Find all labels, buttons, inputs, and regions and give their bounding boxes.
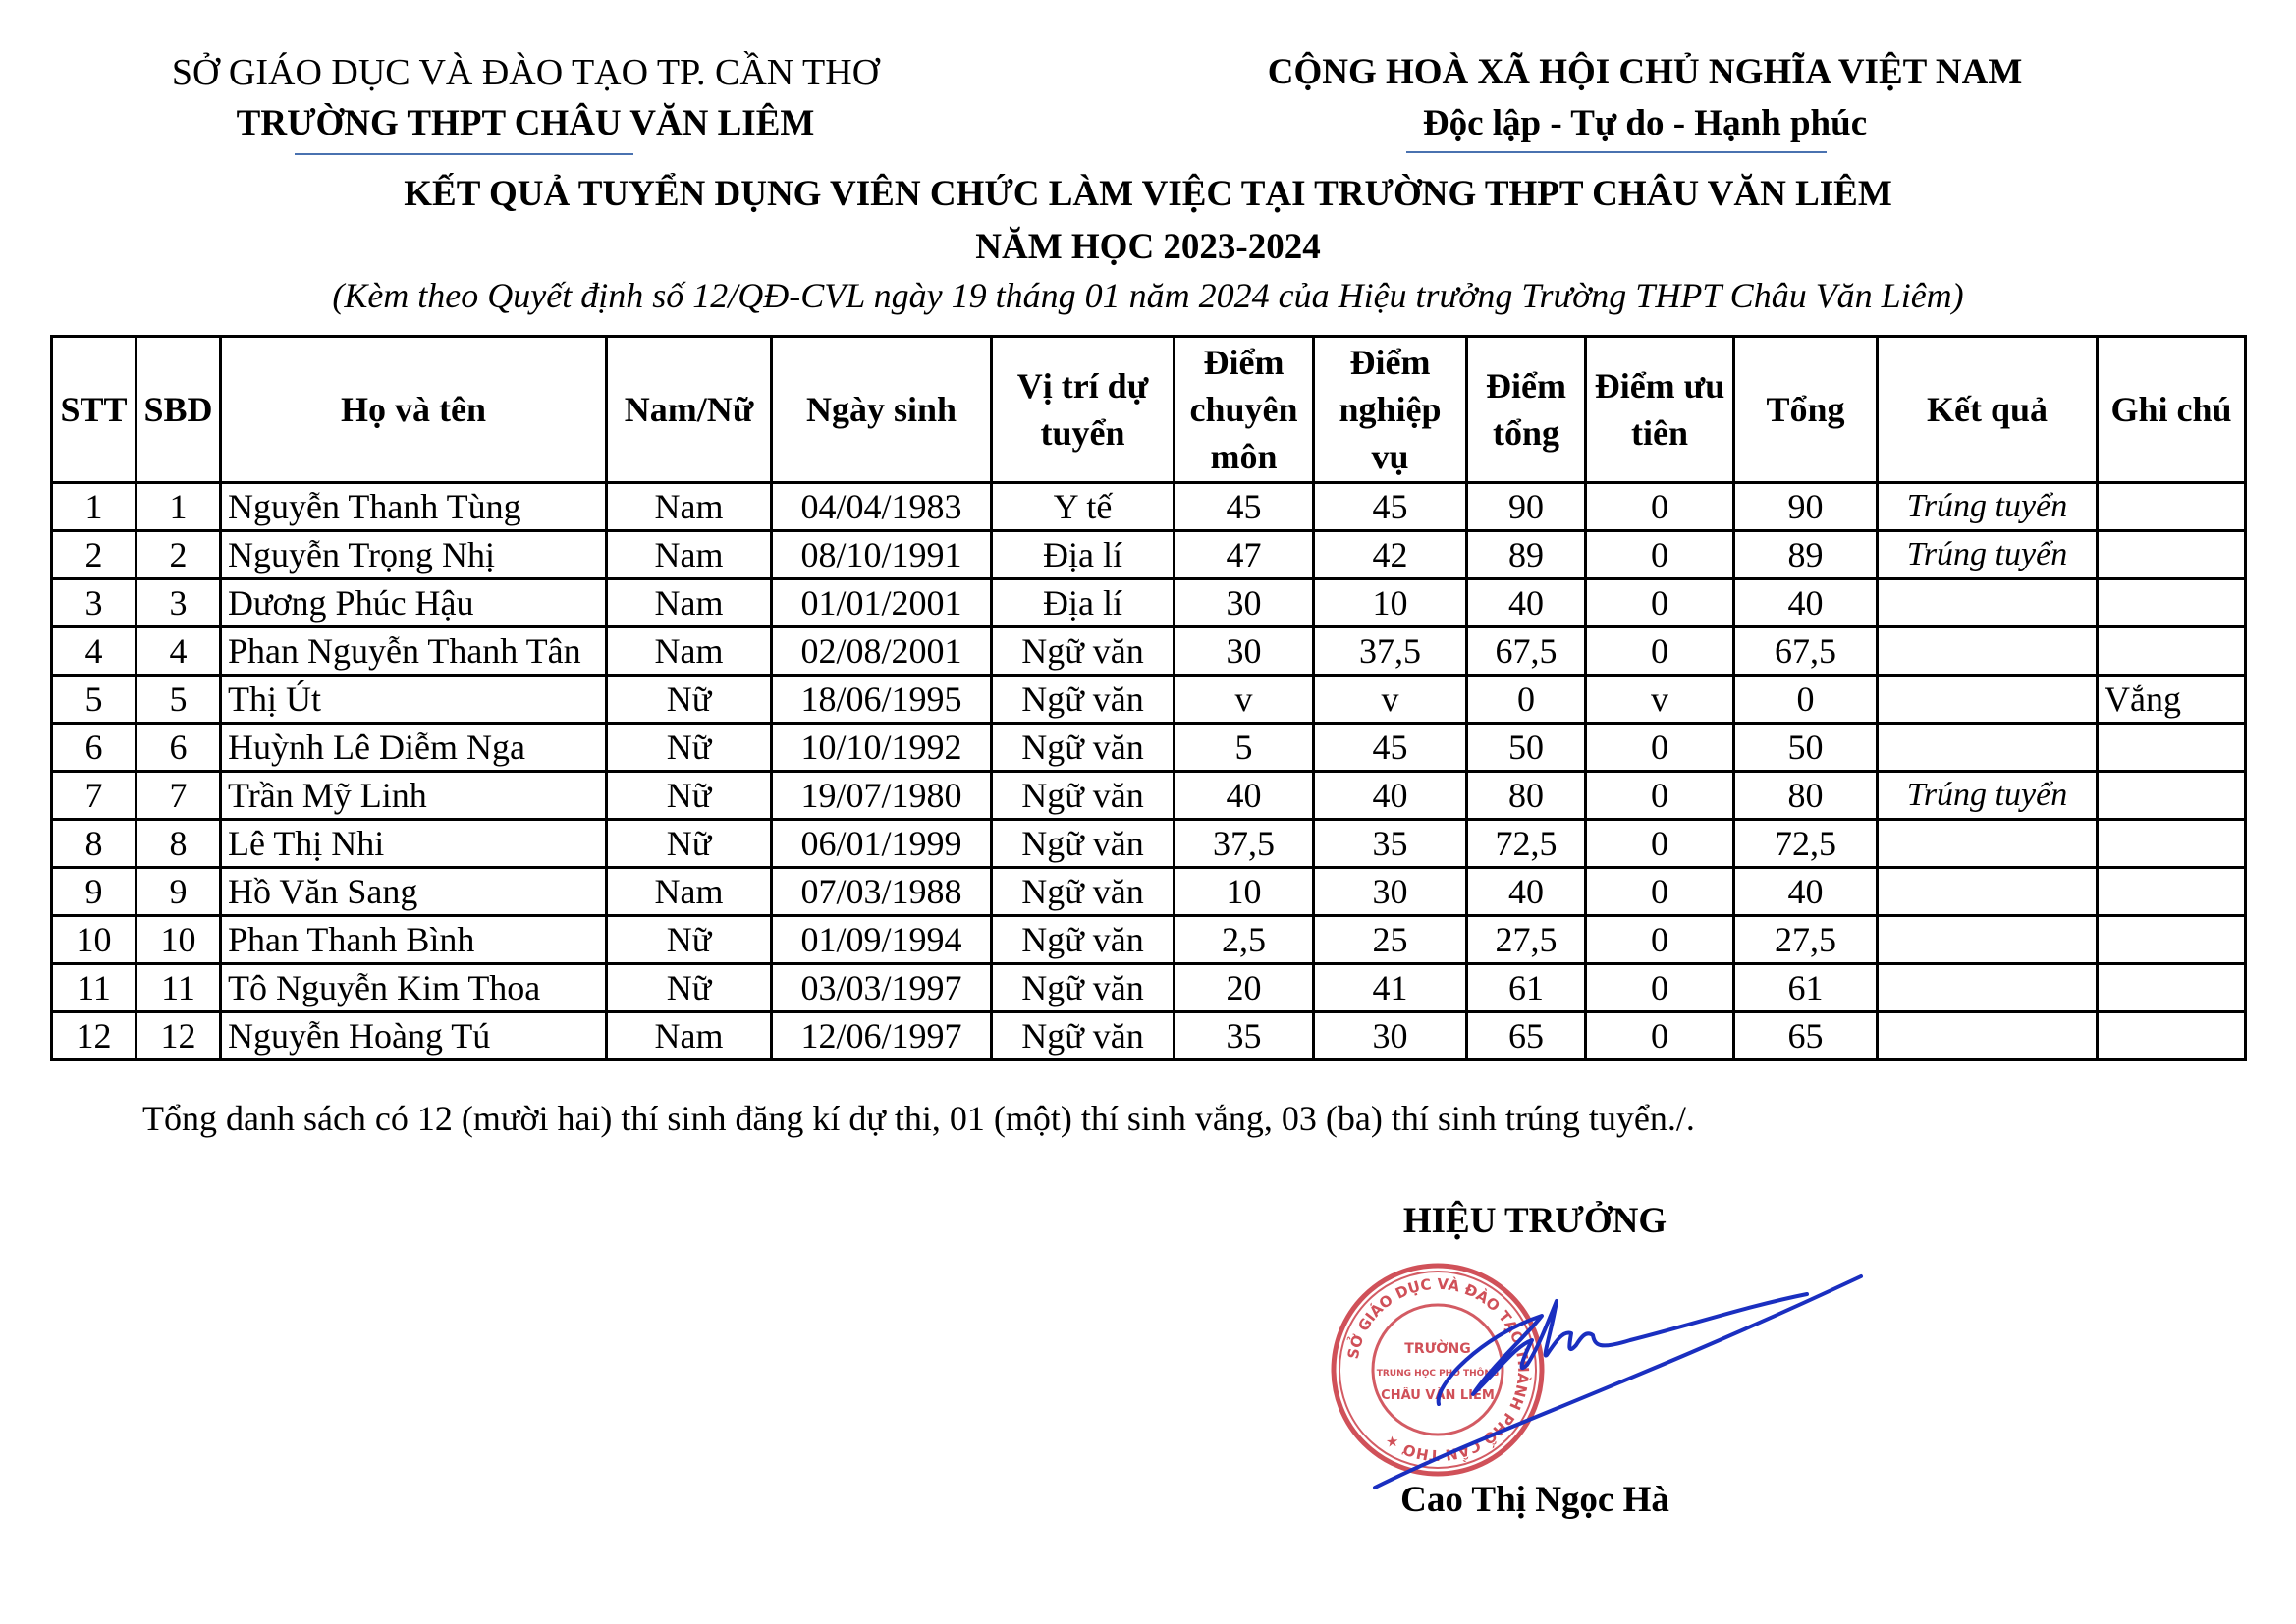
column-header: SBD bbox=[137, 337, 221, 483]
cell-priority-score: 0 bbox=[1586, 724, 1734, 772]
cell-subtotal: 72,5 bbox=[1467, 820, 1586, 868]
cell-name: Tô Nguyễn Kim Thoa bbox=[221, 964, 607, 1012]
cell-subtotal: 80 bbox=[1467, 772, 1586, 820]
column-header: Điểm chuyên môn bbox=[1175, 337, 1314, 483]
cell-result: Trúng tuyển bbox=[1878, 772, 2098, 820]
cell-total: 27,5 bbox=[1734, 916, 1878, 964]
cell-stt: 1 bbox=[52, 483, 137, 531]
cell-skill-score: 45 bbox=[1314, 483, 1467, 531]
column-header: Điểm nghiệp vụ bbox=[1314, 337, 1467, 483]
table-row bbox=[52, 483, 2246, 531]
decision-reference: (Kèm theo Quyết định số 12/QĐ-CVL ngày 19 tháng 01 năm 2024 của Hiệu trưởng Trường THPT Châu Văn Liêm) bbox=[332, 276, 1964, 315]
cell-sbd: 4 bbox=[137, 627, 221, 676]
cell-note bbox=[2098, 1012, 2246, 1060]
cell-position: Y tế bbox=[992, 483, 1175, 531]
cell-subtotal: 50 bbox=[1467, 724, 1586, 772]
document-title: KẾT QUẢ TUYỂN DỤNG VIÊN CHỨC LÀM VIỆC TẠI TRƯỜNG THPT CHÂU VĂN LIÊM bbox=[404, 174, 1892, 214]
cell-sbd: 7 bbox=[137, 772, 221, 820]
cell-name: Dương Phúc Hậu bbox=[221, 579, 607, 627]
cell-professional-score: 30 bbox=[1175, 579, 1314, 627]
school-name: TRƯỜNG THPT CHÂU VĂN LIÊM bbox=[236, 103, 815, 143]
cell-sbd: 2 bbox=[137, 531, 221, 579]
cell-priority-score: 0 bbox=[1586, 579, 1734, 627]
column-header: Vị trí dự tuyển bbox=[992, 337, 1175, 483]
cell-dob: 01/09/1994 bbox=[772, 916, 992, 964]
cell-total: 40 bbox=[1734, 579, 1878, 627]
cell-professional-score: v bbox=[1175, 676, 1314, 724]
motto-underline bbox=[1406, 151, 1827, 153]
cell-sbd: 8 bbox=[137, 820, 221, 868]
cell-position: Ngữ văn bbox=[992, 724, 1175, 772]
cell-professional-score: 47 bbox=[1175, 531, 1314, 579]
cell-result bbox=[1878, 1012, 2098, 1060]
cell-professional-score: 5 bbox=[1175, 724, 1314, 772]
cell-name: Phan Nguyễn Thanh Tân bbox=[221, 627, 607, 676]
cell-total: 65 bbox=[1734, 1012, 1878, 1060]
cell-position: Ngữ văn bbox=[992, 772, 1175, 820]
cell-name: Nguyễn Trọng Nhị bbox=[221, 531, 607, 579]
cell-result bbox=[1878, 916, 2098, 964]
cell-name: Nguyễn Thanh Tùng bbox=[221, 483, 607, 531]
cell-dob: 06/01/1999 bbox=[772, 820, 992, 868]
table-row bbox=[52, 724, 2246, 772]
cell-gender: Nữ bbox=[607, 964, 772, 1012]
cell-note bbox=[2098, 724, 2246, 772]
cell-priority-score: 0 bbox=[1586, 1012, 1734, 1060]
cell-note bbox=[2098, 916, 2246, 964]
table-row bbox=[52, 820, 2246, 868]
cell-stt: 3 bbox=[52, 579, 137, 627]
cell-stt: 7 bbox=[52, 772, 137, 820]
cell-dob: 04/04/1983 bbox=[772, 483, 992, 531]
column-header: Họ và tên bbox=[221, 337, 607, 483]
cell-dob: 07/03/1988 bbox=[772, 868, 992, 916]
cell-position: Ngữ văn bbox=[992, 627, 1175, 676]
cell-stt: 6 bbox=[52, 724, 137, 772]
cell-sbd: 9 bbox=[137, 868, 221, 916]
cell-stt: 2 bbox=[52, 531, 137, 579]
cell-stt: 4 bbox=[52, 627, 137, 676]
cell-total: 0 bbox=[1734, 676, 1878, 724]
cell-name: Thị Út bbox=[221, 676, 607, 724]
cell-position: Địa lí bbox=[992, 531, 1175, 579]
cell-gender: Nam bbox=[607, 531, 772, 579]
cell-gender: Nam bbox=[607, 868, 772, 916]
table-header-row bbox=[52, 337, 2246, 483]
table-row bbox=[52, 964, 2246, 1012]
seal-center-line: CHÂU VĂN LIÊM bbox=[1381, 1388, 1495, 1403]
cell-sbd: 11 bbox=[137, 964, 221, 1012]
cell-dob: 03/03/1997 bbox=[772, 964, 992, 1012]
seal-center-line: TRUNG HỌC PHỔ THÔNG bbox=[1376, 1369, 1500, 1379]
cell-sbd: 5 bbox=[137, 676, 221, 724]
table-row bbox=[52, 579, 2246, 627]
cell-result bbox=[1878, 627, 2098, 676]
cell-note bbox=[2098, 627, 2246, 676]
cell-note bbox=[2098, 820, 2246, 868]
cell-position: Địa lí bbox=[992, 579, 1175, 627]
cell-priority-score: 0 bbox=[1586, 964, 1734, 1012]
results-table bbox=[50, 335, 2247, 1061]
cell-gender: Nam bbox=[607, 579, 772, 627]
cell-total: 72,5 bbox=[1734, 820, 1878, 868]
table-body bbox=[52, 483, 2246, 1060]
column-header: Kết quả bbox=[1878, 337, 2098, 483]
cell-priority-score: v bbox=[1586, 676, 1734, 724]
column-header: Nam/Nữ bbox=[607, 337, 772, 483]
table-row bbox=[52, 1012, 2246, 1060]
cell-priority-score: 0 bbox=[1586, 868, 1734, 916]
cell-subtotal: 65 bbox=[1467, 1012, 1586, 1060]
cell-result bbox=[1878, 964, 2098, 1012]
cell-subtotal: 27,5 bbox=[1467, 916, 1586, 964]
column-header: Ngày sinh bbox=[772, 337, 992, 483]
cell-skill-score: 41 bbox=[1314, 964, 1467, 1012]
cell-professional-score: 20 bbox=[1175, 964, 1314, 1012]
cell-sbd: 3 bbox=[137, 579, 221, 627]
cell-skill-score: 42 bbox=[1314, 531, 1467, 579]
cell-stt: 11 bbox=[52, 964, 137, 1012]
cell-position: Ngữ văn bbox=[992, 868, 1175, 916]
school-year: NĂM HỌC 2023-2024 bbox=[975, 227, 1321, 267]
cell-result: Trúng tuyển bbox=[1878, 483, 2098, 531]
cell-note bbox=[2098, 531, 2246, 579]
cell-gender: Nam bbox=[607, 483, 772, 531]
cell-total: 61 bbox=[1734, 964, 1878, 1012]
cell-subtotal: 40 bbox=[1467, 579, 1586, 627]
table-row bbox=[52, 868, 2246, 916]
cell-result bbox=[1878, 579, 2098, 627]
cell-professional-score: 2,5 bbox=[1175, 916, 1314, 964]
cell-stt: 5 bbox=[52, 676, 137, 724]
cell-dob: 08/10/1991 bbox=[772, 531, 992, 579]
table-row bbox=[52, 916, 2246, 964]
cell-priority-score: 0 bbox=[1586, 820, 1734, 868]
cell-position: Ngữ văn bbox=[992, 916, 1175, 964]
cell-total: 50 bbox=[1734, 724, 1878, 772]
cell-subtotal: 0 bbox=[1467, 676, 1586, 724]
cell-skill-score: 35 bbox=[1314, 820, 1467, 868]
column-header: Điểm ưu tiên bbox=[1586, 337, 1734, 483]
cell-name: Hồ Văn Sang bbox=[221, 868, 607, 916]
cell-total: 80 bbox=[1734, 772, 1878, 820]
cell-subtotal: 67,5 bbox=[1467, 627, 1586, 676]
cell-professional-score: 10 bbox=[1175, 868, 1314, 916]
cell-dob: 10/10/1992 bbox=[772, 724, 992, 772]
table-row bbox=[52, 531, 2246, 579]
cell-sbd: 6 bbox=[137, 724, 221, 772]
signer-name: Cao Thị Ngọc Hà bbox=[1400, 1480, 1669, 1520]
cell-subtotal: 40 bbox=[1467, 868, 1586, 916]
agency-name: SỞ GIÁO DỤC VÀ ĐÀO TẠO TP. CẦN THƠ bbox=[171, 52, 880, 93]
school-underline bbox=[295, 153, 633, 155]
cell-professional-score: 37,5 bbox=[1175, 820, 1314, 868]
cell-gender: Nữ bbox=[607, 820, 772, 868]
cell-skill-score: 40 bbox=[1314, 772, 1467, 820]
cell-name: Lê Thị Nhi bbox=[221, 820, 607, 868]
cell-professional-score: 45 bbox=[1175, 483, 1314, 531]
cell-stt: 9 bbox=[52, 868, 137, 916]
column-header: Điểm tổng bbox=[1467, 337, 1586, 483]
column-header: Ghi chú bbox=[2098, 337, 2246, 483]
cell-sbd: 1 bbox=[137, 483, 221, 531]
seal-center-line: TRƯỜNG bbox=[1404, 1341, 1471, 1357]
cell-total: 90 bbox=[1734, 483, 1878, 531]
cell-note bbox=[2098, 964, 2246, 1012]
cell-total: 67,5 bbox=[1734, 627, 1878, 676]
cell-dob: 01/01/2001 bbox=[772, 579, 992, 627]
cell-name: Trần Mỹ Linh bbox=[221, 772, 607, 820]
cell-result bbox=[1878, 868, 2098, 916]
cell-note bbox=[2098, 579, 2246, 627]
cell-note bbox=[2098, 772, 2246, 820]
cell-dob: 02/08/2001 bbox=[772, 627, 992, 676]
cell-dob: 18/06/1995 bbox=[772, 676, 992, 724]
cell-professional-score: 30 bbox=[1175, 627, 1314, 676]
cell-note bbox=[2098, 483, 2246, 531]
cell-gender: Nữ bbox=[607, 724, 772, 772]
table-row bbox=[52, 627, 2246, 676]
cell-skill-score: 25 bbox=[1314, 916, 1467, 964]
signer-title: HIỆU TRƯỞNG bbox=[1402, 1201, 1667, 1241]
cell-professional-score: 35 bbox=[1175, 1012, 1314, 1060]
cell-skill-score: v bbox=[1314, 676, 1467, 724]
cell-stt: 10 bbox=[52, 916, 137, 964]
cell-total: 89 bbox=[1734, 531, 1878, 579]
cell-gender: Nam bbox=[607, 627, 772, 676]
cell-note bbox=[2098, 868, 2246, 916]
cell-subtotal: 90 bbox=[1467, 483, 1586, 531]
cell-skill-score: 37,5 bbox=[1314, 627, 1467, 676]
cell-professional-score: 40 bbox=[1175, 772, 1314, 820]
national-motto: Độc lập - Tự do - Hạnh phúc bbox=[1422, 103, 1868, 143]
cell-skill-score: 10 bbox=[1314, 579, 1467, 627]
cell-stt: 12 bbox=[52, 1012, 137, 1060]
cell-position: Ngữ văn bbox=[992, 964, 1175, 1012]
cell-subtotal: 89 bbox=[1467, 531, 1586, 579]
cell-result: Trúng tuyển bbox=[1878, 531, 2098, 579]
cell-priority-score: 0 bbox=[1586, 916, 1734, 964]
column-header: STT bbox=[52, 337, 137, 483]
cell-gender: Nữ bbox=[607, 772, 772, 820]
cell-dob: 19/07/1980 bbox=[772, 772, 992, 820]
cell-priority-score: 0 bbox=[1586, 627, 1734, 676]
summary-text: Tổng danh sách có 12 (mười hai) thí sinh đăng kí dự thi, 01 (một) thí sinh vắng, 03 (ba) thí sinh trúng tuyển./. bbox=[142, 1099, 1695, 1138]
cell-dob: 12/06/1997 bbox=[772, 1012, 992, 1060]
cell-skill-score: 30 bbox=[1314, 1012, 1467, 1060]
table-row bbox=[52, 772, 2246, 820]
table-row bbox=[52, 676, 2246, 724]
cell-priority-score: 0 bbox=[1586, 531, 1734, 579]
cell-skill-score: 30 bbox=[1314, 868, 1467, 916]
cell-priority-score: 0 bbox=[1586, 483, 1734, 531]
cell-name: Phan Thanh Bình bbox=[221, 916, 607, 964]
cell-result bbox=[1878, 676, 2098, 724]
cell-total: 40 bbox=[1734, 868, 1878, 916]
cell-skill-score: 45 bbox=[1314, 724, 1467, 772]
cell-position: Ngữ văn bbox=[992, 1012, 1175, 1060]
cell-position: Ngữ văn bbox=[992, 820, 1175, 868]
handwritten-signature-icon bbox=[1336, 1247, 1886, 1502]
cell-stt: 8 bbox=[52, 820, 137, 868]
cell-note: Vắng bbox=[2098, 676, 2246, 724]
cell-gender: Nữ bbox=[607, 676, 772, 724]
nation-name: CỘNG HOÀ XÃ HỘI CHỦ NGHĨA VIỆT NAM bbox=[1267, 52, 2023, 92]
column-header: Tổng bbox=[1734, 337, 1878, 483]
cell-result bbox=[1878, 724, 2098, 772]
cell-priority-score: 0 bbox=[1586, 772, 1734, 820]
cell-name: Nguyễn Hoàng Tú bbox=[221, 1012, 607, 1060]
cell-sbd: 12 bbox=[137, 1012, 221, 1060]
cell-position: Ngữ văn bbox=[992, 676, 1175, 724]
cell-subtotal: 61 bbox=[1467, 964, 1586, 1012]
cell-gender: Nam bbox=[607, 1012, 772, 1060]
cell-result bbox=[1878, 820, 2098, 868]
seal-ring-text: SỞ GIÁO DỤC VÀ ĐÀO TẠO THÀNH PHỐ CẦN THƠ ★ bbox=[1343, 1274, 1533, 1465]
cell-name: Huỳnh Lê Diễm Nga bbox=[221, 724, 607, 772]
cell-sbd: 10 bbox=[137, 916, 221, 964]
cell-gender: Nữ bbox=[607, 916, 772, 964]
